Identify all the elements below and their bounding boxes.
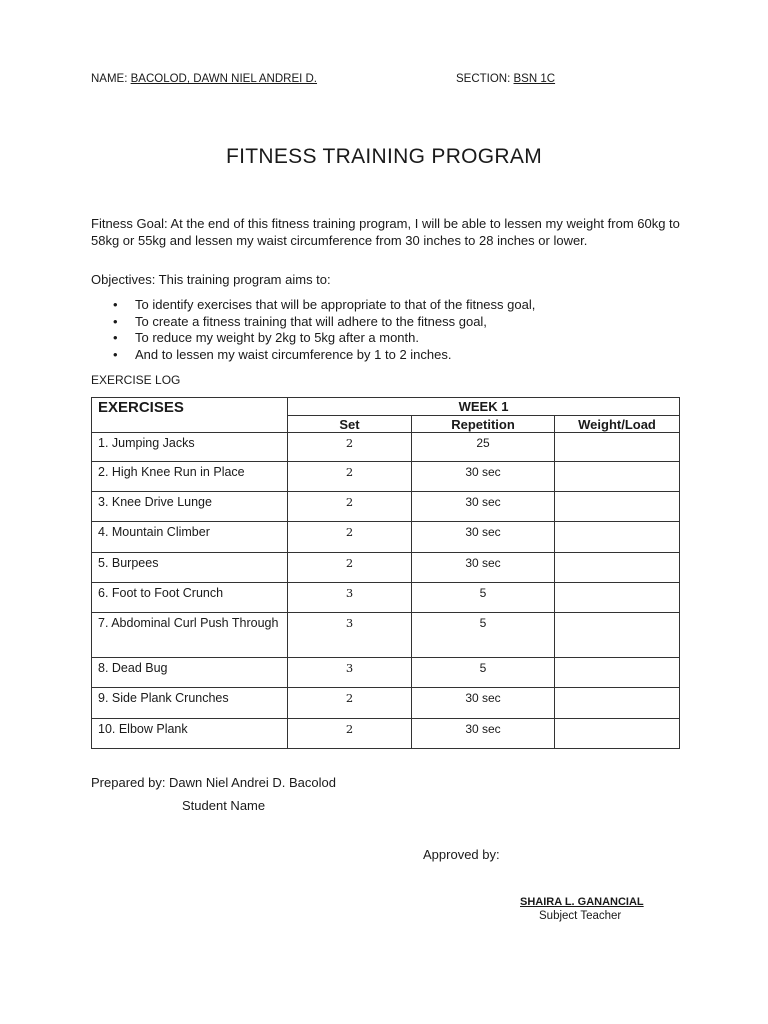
table-row xyxy=(92,522,680,553)
page-title: FITNESS TRAINING PROGRAM xyxy=(225,145,542,168)
name-label: NAME: xyxy=(91,73,128,85)
table-row xyxy=(92,462,680,492)
repetition-value: 30 sec xyxy=(412,553,555,583)
set-value: 2 xyxy=(288,462,412,492)
bullet-icon: • xyxy=(113,330,118,345)
exercise-name: 7. Abdominal Curl Push Through xyxy=(92,613,288,658)
objective-item: • And to lessen my waist circumference by 1 to 2 inches. xyxy=(113,346,452,362)
repetition-value: 25 xyxy=(412,433,555,462)
repetition-column-header: Repetition xyxy=(412,416,555,433)
table-row xyxy=(92,583,680,613)
objectives-intro: Objectives: This training program aims to: xyxy=(91,272,331,287)
exercise-name: 8. Dead Bug xyxy=(92,658,288,688)
teacher-title: Subject Teacher xyxy=(539,910,622,922)
fitness-goal: Fitness Goal: At the end of this fitness training program, I will be able to lessen my weight from 60kg to 58kg or 55kg and lessen my waist circumference from 30 inches to 28 inches or lower. xyxy=(91,216,680,248)
student-name-label: Student Name xyxy=(182,798,266,813)
repetition-value: 30 sec xyxy=(412,492,555,522)
exercise-log-table xyxy=(91,397,680,749)
weight-value xyxy=(555,613,680,658)
teacher-name: SHAIRA L. GANANCIAL xyxy=(520,896,644,908)
repetition-value: 30 sec xyxy=(412,719,555,749)
weight-column-header: Weight/Load xyxy=(555,416,680,433)
objectives-list xyxy=(91,297,691,363)
section-label: SECTION: xyxy=(456,73,511,85)
set-value: 2 xyxy=(288,688,412,719)
repetition-value: 30 sec xyxy=(412,522,555,553)
bullet-icon: • xyxy=(113,313,118,329)
weight-value xyxy=(555,553,680,583)
bullet-icon: • xyxy=(113,346,118,362)
objective-item: • To identify exercises that will be appropriate to that of the fitness goal, xyxy=(113,297,536,312)
prepared-by: Prepared by: Dawn Niel Andrei D. Bacolod xyxy=(91,775,336,790)
weight-value xyxy=(555,688,680,719)
exercise-name: 4. Mountain Climber xyxy=(92,522,288,553)
set-value: 2 xyxy=(288,522,412,553)
repetition-value: 5 xyxy=(412,658,555,688)
set-value: 2 xyxy=(288,553,412,583)
set-value: 3 xyxy=(288,613,412,658)
approved-by: Approved by: xyxy=(423,847,500,862)
set-column-header: Set xyxy=(288,416,412,433)
objective-item: • To reduce my weight by 2kg to 5kg after a month. xyxy=(113,330,419,345)
exercise-name: 6. Foot to Foot Crunch xyxy=(92,583,288,613)
name-line xyxy=(91,73,317,85)
weight-value xyxy=(555,719,680,749)
section-line xyxy=(456,73,555,85)
table-row xyxy=(92,433,680,462)
weight-value xyxy=(555,583,680,613)
weight-value xyxy=(555,522,680,553)
repetition-value: 5 xyxy=(412,613,555,658)
section-value: BSN 1C xyxy=(513,73,556,85)
exercises-header: EXERCISES xyxy=(92,398,288,433)
set-value: 3 xyxy=(288,583,412,613)
exercise-name: 9. Side Plank Crunches xyxy=(92,688,288,719)
weight-value xyxy=(555,462,680,492)
bullet-icon: • xyxy=(113,297,118,312)
set-value: 2 xyxy=(288,433,412,462)
weight-value xyxy=(555,492,680,522)
exercise-name: 10. Elbow Plank xyxy=(92,719,288,749)
objective-item: • To create a fitness training that will adhere to the fitness goal, xyxy=(113,313,487,329)
exercise-name: 2. High Knee Run in Place xyxy=(92,462,288,492)
table-row xyxy=(92,688,680,719)
exercise-name: 5. Burpees xyxy=(92,553,288,583)
repetition-value: 30 sec xyxy=(412,688,555,719)
table-row xyxy=(92,658,680,688)
table-row xyxy=(92,719,680,749)
repetition-value: 5 xyxy=(412,583,555,613)
table-row xyxy=(92,613,680,658)
set-value: 2 xyxy=(288,719,412,749)
exercise-name: 3. Knee Drive Lunge xyxy=(92,492,288,522)
repetition-value: 30 sec xyxy=(412,462,555,492)
weight-value xyxy=(555,433,680,462)
exercise-log-label: EXERCISE LOG xyxy=(91,373,181,387)
exercise-name: 1. Jumping Jacks xyxy=(92,433,288,462)
student-name-value: BACOLOD, DAWN NIEL ANDREI D. xyxy=(130,73,318,85)
weight-value xyxy=(555,658,680,688)
week-header: WEEK 1 xyxy=(288,398,680,416)
set-value: 3 xyxy=(288,658,412,688)
set-value: 2 xyxy=(288,492,412,522)
table-row xyxy=(92,553,680,583)
table-row xyxy=(92,492,680,522)
